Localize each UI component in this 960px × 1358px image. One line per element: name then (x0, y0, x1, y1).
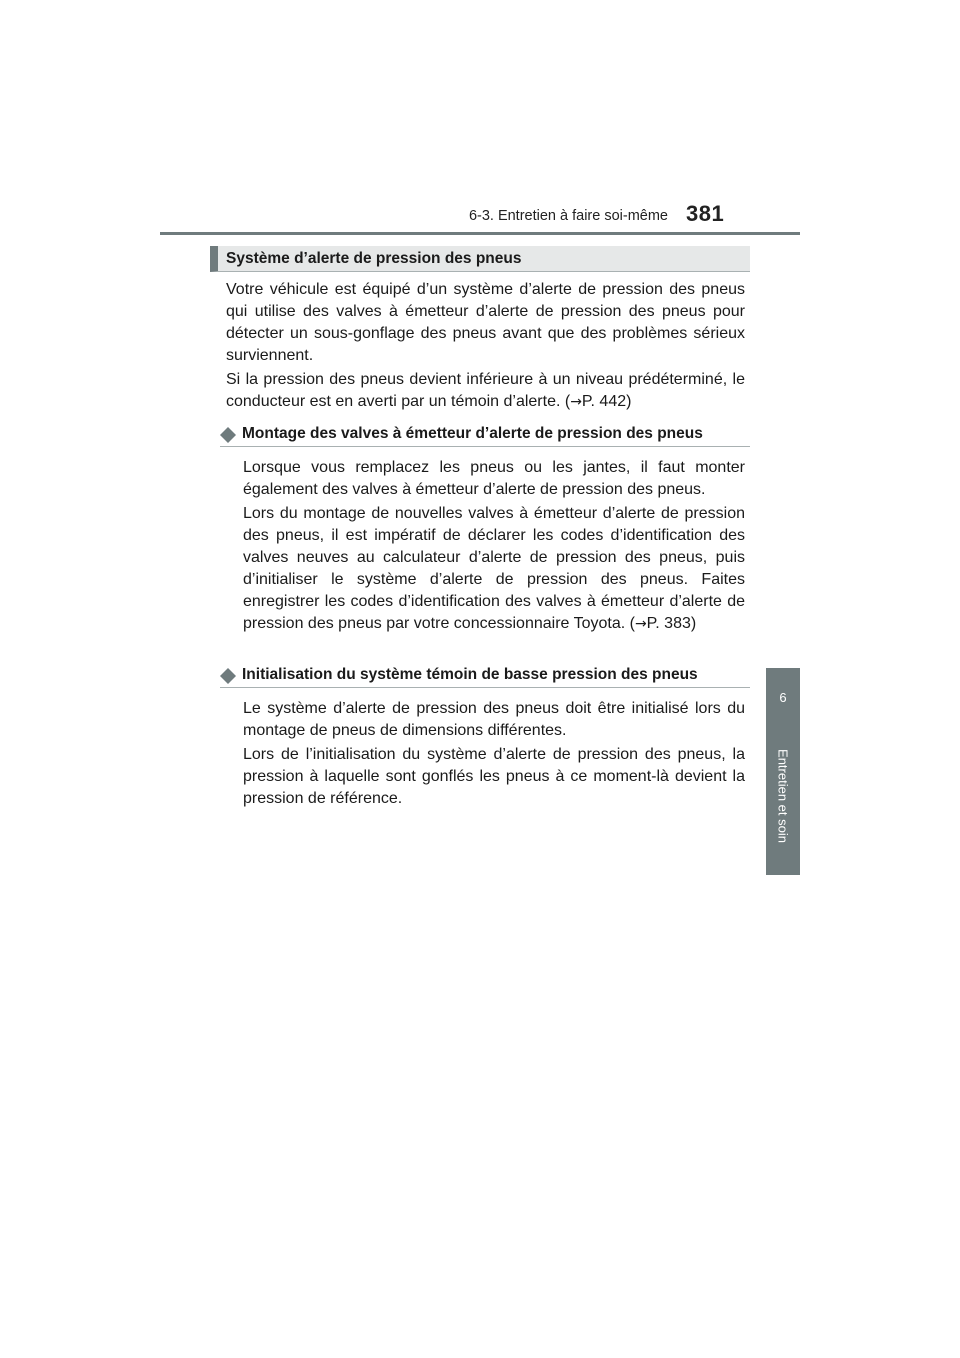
subsection-heading-valves (220, 423, 750, 447)
intro-paragraph-2-text: Si la pression des pneus devient inférieure à un niveau prédéterminé, le conducteur est en averti par un témoin d’alerte. ( (226, 371, 745, 410)
subsection-title-initialisation: Initialisation du système témoin de basse pression des pneus (242, 666, 698, 683)
intro-paragraph-1: Votre véhicule est équipé d’un système d’alerte de pression des pneus qui utilise des valves à émetteur d’alerte de pression des pneus pour détecter un sous-gonflage des pneus avant que des problèmes sérieux surviennent. (226, 281, 745, 364)
page-number: 381 (686, 201, 725, 226)
section-banner (210, 246, 750, 272)
valves-paragraph-1: Lorsque vous remplacez les pneus ou les jantes, il faut monter également des valves à émetteur d’alerte de pression des pneus. (243, 459, 745, 498)
subsection-title-valves: Montage des valves à émetteur d’alerte de pression des pneus (242, 425, 703, 442)
page-reference-link[interactable]: P. 442) (581, 393, 632, 410)
chapter-label-text: Entretien et soin (775, 749, 791, 843)
header-section-title: 6-3. Entretien à faire soi-même (468, 208, 668, 224)
header-rule (160, 232, 800, 235)
initialisation-paragraph-1: Le système d’alerte de pression des pneus doit être initialisé lors du montage de pneus de dimensions différentes. (243, 700, 745, 739)
arrow-right-icon: → (634, 616, 647, 632)
valves-paragraph-2 (243, 503, 745, 635)
arrow-right-icon: → (570, 394, 582, 410)
diamond-icon (220, 668, 236, 684)
chapter-number: 6 (779, 690, 787, 705)
page-reference-link[interactable]: P. 383) (646, 615, 697, 632)
initialisation-paragraph-2: Lors de l’initialisation du système d’alerte de pression des pneus, la pression à laquelle sont gonflés les pneus à ce moment-là devient la pression de référence. (243, 746, 745, 807)
intro-paragraph-2 (226, 369, 745, 413)
section-title: Système d’alerte de pression des pneus (226, 250, 522, 267)
valves-paragraph-2-text: Lors du montage de nouvelles valves à émetteur d’alerte de pression des pneus, il est impératif de déclarer les codes d’identification des valves neuves au calculateur d’alerte de pression des pneus, puis d’initialiser le système d’alerte de pression des pneus. Faites enregistrer les codes d’identification des valves à émetteur d’alerte de pression des pneus par votre concessionnaire Toyota. ( (243, 505, 745, 632)
subsection-heading-initialisation (220, 664, 750, 688)
diamond-icon (220, 427, 236, 443)
